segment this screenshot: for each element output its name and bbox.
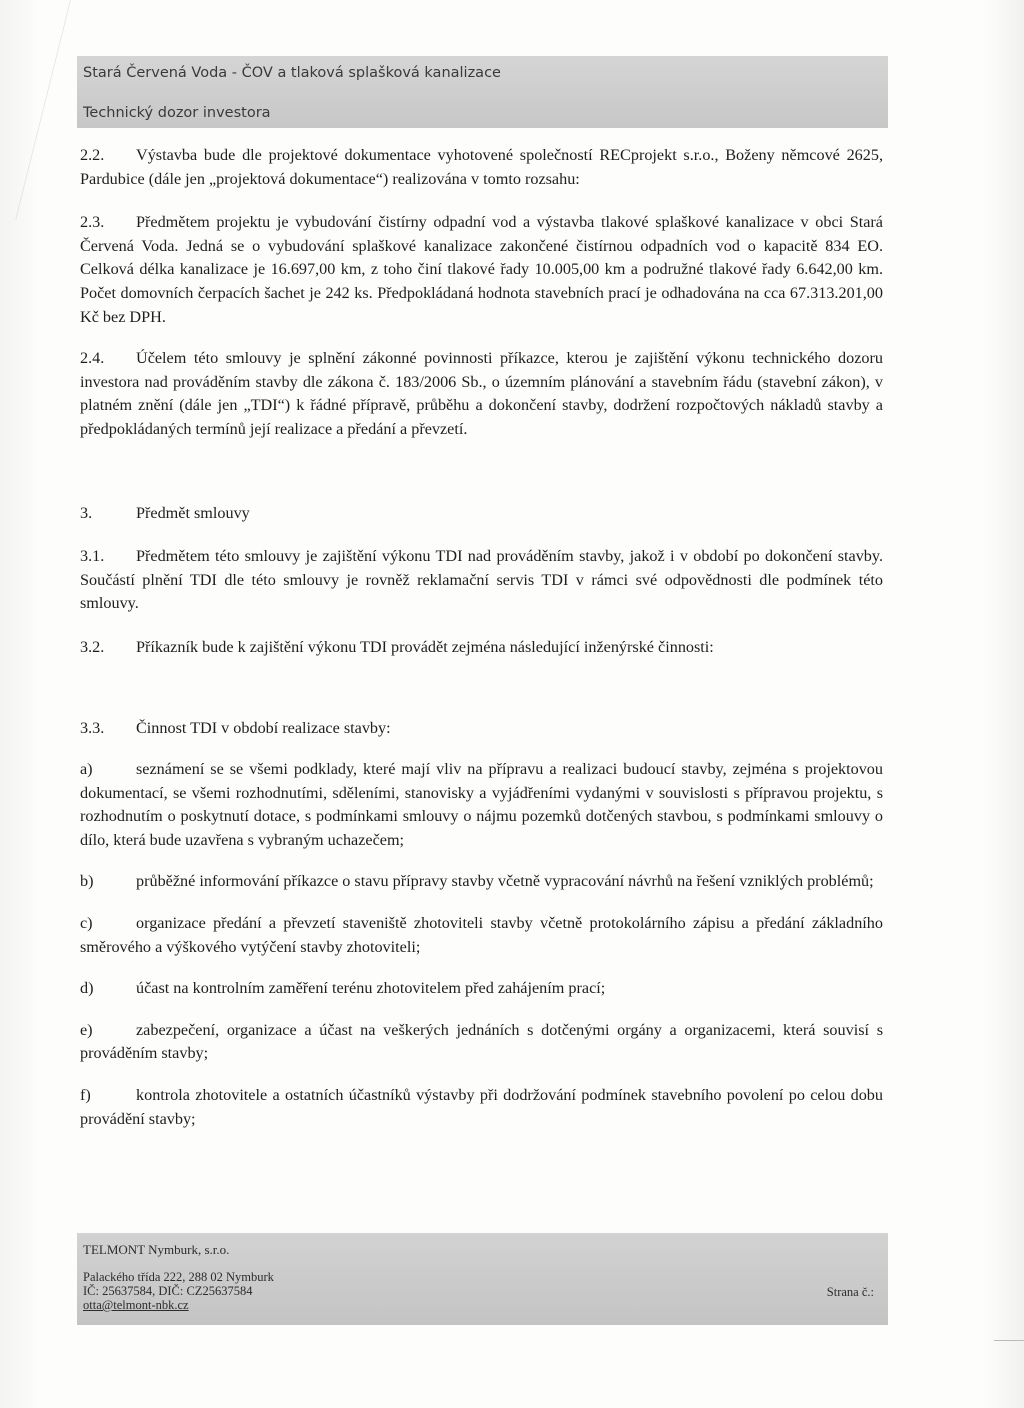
paragraph-text: Výstavba bude dle projektové dokumentace vyhotovené společností RECprojekt s.r.o., Boženy němcové 2625, Pardubice (dále jen „projektová dokumentace“) realizována v tomto rozsahu: (80, 146, 883, 188)
paragraph-3-3 (80, 717, 883, 741)
list-item-text: účast na kontrolním zaměření terénu zhotovitelem před zahájením prací; (136, 979, 606, 998)
paragraph-text: Předmětem projektu je vybudování čistírny odpadní vod a výstavba tlakové splaškové kanalizace v obci Stará Červená Voda. Jedná se o vybudování splaškové kanalizace zakončené čistírnou odpadních vod o kapacitě 834 EO. Celková délka kanalizace je 16.697,00 km, z toho činí tlakové řady 10.005,00 km a podružné tlakové řady 6.642,00 km. Počet domovních čerpacích šachet je 242 ks. Předpokládaná hodnota stavebních prací je odhadována na cca 67.313.201,00 Kč bez DPH. (80, 213, 883, 326)
list-item-c (80, 912, 883, 959)
list-item-f (80, 1084, 883, 1131)
list-item-e (80, 1019, 883, 1066)
paragraph-2-4 (80, 347, 883, 441)
list-item-text: zabezpečení, organizace a účast na veškerých jednáních s dotčenými orgány a organizacemi, která souvisí s prováděním stavby; (80, 1020, 883, 1063)
list-item-text: seznámení se se všemi podklady, které mají vliv na přípravu a realizaci budoucí stavby, zejména s projektovou dokumentací, se všemi rozhodnutími, sděleními, stanovisky a vyjádřeními vydanými v souvislosti s přípravou projektu, s rozhodnutím o poskytnutí dotace, s podmínkami smlouvy o nájmu pozemků dotčených stavbou, s podmínkami smlouvy o dílo, která bude uzavřena s vybraným uchazečem; (80, 760, 883, 849)
paragraph-3-2 (80, 636, 883, 660)
list-item-label: c) (80, 914, 93, 933)
list-item-d (80, 977, 883, 1001)
paragraph-number: 2.3. (80, 213, 105, 232)
footer-ids: IČ: 25637584, DIČ: CZ25637584 (83, 1284, 253, 1298)
section-title: Předmět smlouvy (136, 503, 250, 522)
section-3-heading (80, 502, 883, 526)
paragraph-number: 3.1. (80, 547, 105, 566)
header-project-title: Stará Červená Voda - ČOV a tlaková splašková kanalizace (83, 65, 501, 81)
paragraph-text: Příkazník bude k zajištění výkonu TDI provádět zejména následující inženýrské činnosti: (136, 637, 714, 656)
footer-company: TELMONT Nymburk, s.r.o. (83, 1242, 230, 1257)
paragraph-3-1 (80, 545, 883, 616)
footer-page-label: Strana č.: (826, 1285, 874, 1299)
paragraph-text: Předmětem této smlouvy je zajištění výkonu TDI nad prováděním stavby, jakož i v období po dokončení stavby. Součástí plnění TDI dle této smlouvy je rovněž reklamační servis TDI v rámci své odpovědnosti dle podmínek této smlouvy. (80, 547, 883, 613)
document-footer (77, 1233, 888, 1325)
list-item-label: e) (80, 1020, 93, 1039)
paragraph-number: 2.4. (80, 349, 105, 368)
list-item-text: kontrola zhotovitele a ostatních účastníků výstavby při dodržování podmínek stavebního povolení po celou dobu provádění stavby; (80, 1086, 883, 1128)
document-body (80, 144, 883, 1131)
paragraph-number: 3.2. (80, 637, 105, 656)
list-item-label: f) (80, 1086, 91, 1105)
paragraph-2-3 (80, 211, 883, 329)
paragraph-number: 2.2. (80, 146, 105, 164)
footer-address: Palackého třída 222, 288 02 Nymburk (83, 1270, 274, 1284)
footer-email-link[interactable]: otta@telmont-nbk.cz (83, 1298, 189, 1312)
document-header (77, 56, 888, 128)
header-subtitle: Technický dozor investora (83, 105, 271, 121)
list-item-b (80, 870, 883, 894)
paragraph-2-2 (80, 144, 883, 191)
paragraph-text: Činnost TDI v období realizace stavby: (136, 718, 391, 737)
list-item-text: organizace předání a převzetí staveniště zhotoviteli stavby včetně protokolárního zápisu a předání základního směrového a výškového vytýčení stavby zhotoviteli; (80, 914, 883, 956)
scan-edge-mark (994, 1340, 1024, 1341)
section-number: 3. (80, 503, 93, 522)
paragraph-text: Účelem této smlouvy je splnění zákonné povinnosti příkazce, kterou je zajištění výkonu technického dozoru investora nad prováděním stavby dle zákona č. 183/2006 Sb., o územním plánování a stavebním řádu (stavební zákon), v platném znění (dále jen „TDI“) k řádné přípravě, průběhu a dokončení stavby, dodržení rozpočtových nákladů stavby a předpokládaných termínů její realizace a předání a převzetí. (80, 349, 883, 438)
footer-address-block (83, 1270, 274, 1312)
list-item-a (80, 758, 883, 852)
list-item-text: průběžné informování příkazce o stavu přípravy stavby včetně vypracování návrhů na řešení vzniklých problémů; (136, 872, 874, 891)
list-item-label: d) (80, 979, 94, 998)
list-item-label: a) (80, 760, 93, 779)
list-item-label: b) (80, 872, 94, 891)
paragraph-number: 3.3. (80, 718, 105, 737)
